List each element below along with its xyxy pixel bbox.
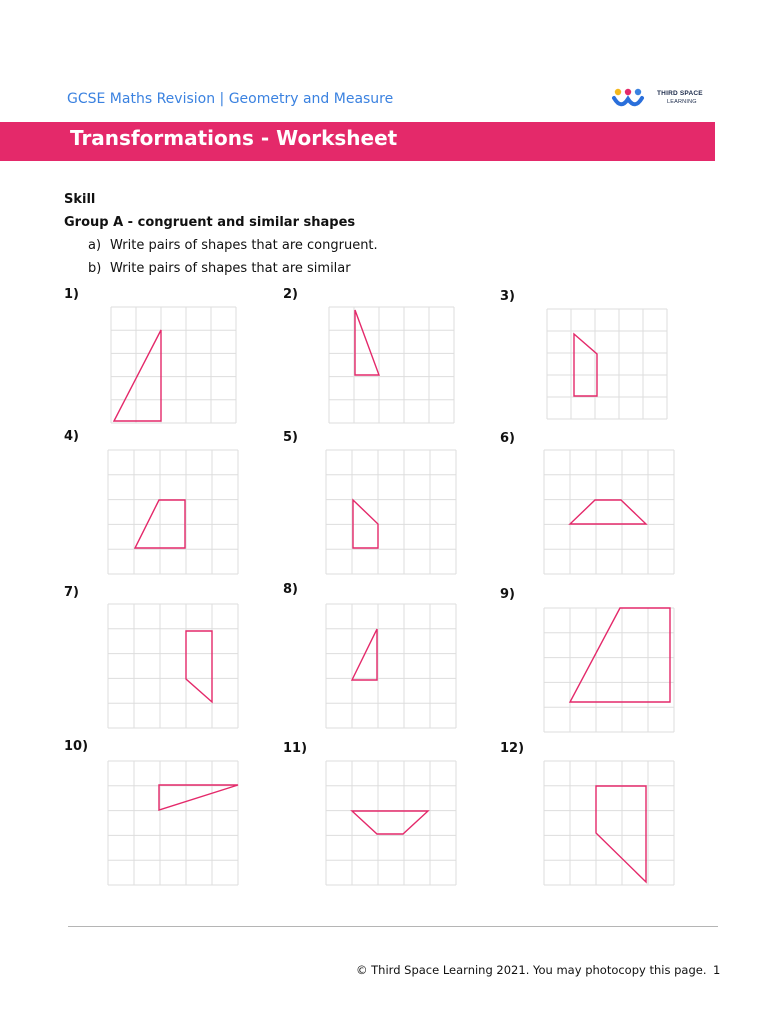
shape-10 — [159, 785, 238, 810]
question-number: 5) — [283, 430, 298, 445]
shape-2 — [355, 310, 379, 375]
shape-1 — [114, 330, 161, 421]
shape-grid-12 — [543, 760, 678, 887]
shape-grid-3 — [546, 308, 671, 422]
logo-wordmark: THIRD SPACE LEARNING — [657, 90, 703, 105]
shape-grid-11 — [325, 760, 460, 887]
worksheet-subtitle: GCSE Maths Revision | Geometry and Measure — [67, 91, 394, 107]
shape-6 — [570, 500, 646, 524]
shape-grid-10 — [107, 760, 242, 887]
shape-11 — [352, 811, 428, 834]
shape-12 — [596, 786, 646, 882]
shape-grid-6 — [543, 449, 678, 576]
instruction-b: b) Write pairs of shapes that are similar — [88, 261, 351, 276]
shape-grid-8 — [325, 603, 460, 730]
question-number: 4) — [64, 429, 79, 444]
shape-3 — [574, 334, 597, 396]
question-number: 3) — [500, 289, 515, 304]
shape-grid-7 — [107, 603, 242, 730]
shape-grid-5 — [325, 449, 460, 576]
question-number: 6) — [500, 431, 515, 446]
question-number: 8) — [283, 582, 298, 597]
question-number: 2) — [283, 287, 298, 302]
copyright-notice: © Third Space Learning 2021. You may photocopy this page. — [356, 963, 707, 977]
instruction-a: a) Write pairs of shapes that are congruent. — [88, 238, 378, 253]
question-number: 1) — [64, 287, 79, 302]
shape-7 — [186, 631, 212, 702]
question-number: 10) — [64, 739, 89, 754]
shape-grid-4 — [107, 449, 242, 576]
shape-grid-9 — [543, 607, 678, 734]
shape-9 — [570, 608, 670, 702]
question-number: 9) — [500, 587, 515, 602]
footer-divider — [68, 926, 718, 927]
page-number: 1 — [713, 963, 721, 977]
question-number: 11) — [283, 741, 308, 756]
shape-grid-2 — [328, 306, 458, 427]
shape-8 — [352, 629, 377, 680]
question-number: 12) — [500, 741, 525, 756]
group-heading: Group A - congruent and similar shapes — [64, 215, 356, 230]
skill-label: Skill — [64, 192, 96, 207]
shape-grid-1 — [110, 306, 240, 427]
question-number: 7) — [64, 585, 79, 600]
worksheet-title: Transformations - Worksheet — [70, 126, 398, 150]
